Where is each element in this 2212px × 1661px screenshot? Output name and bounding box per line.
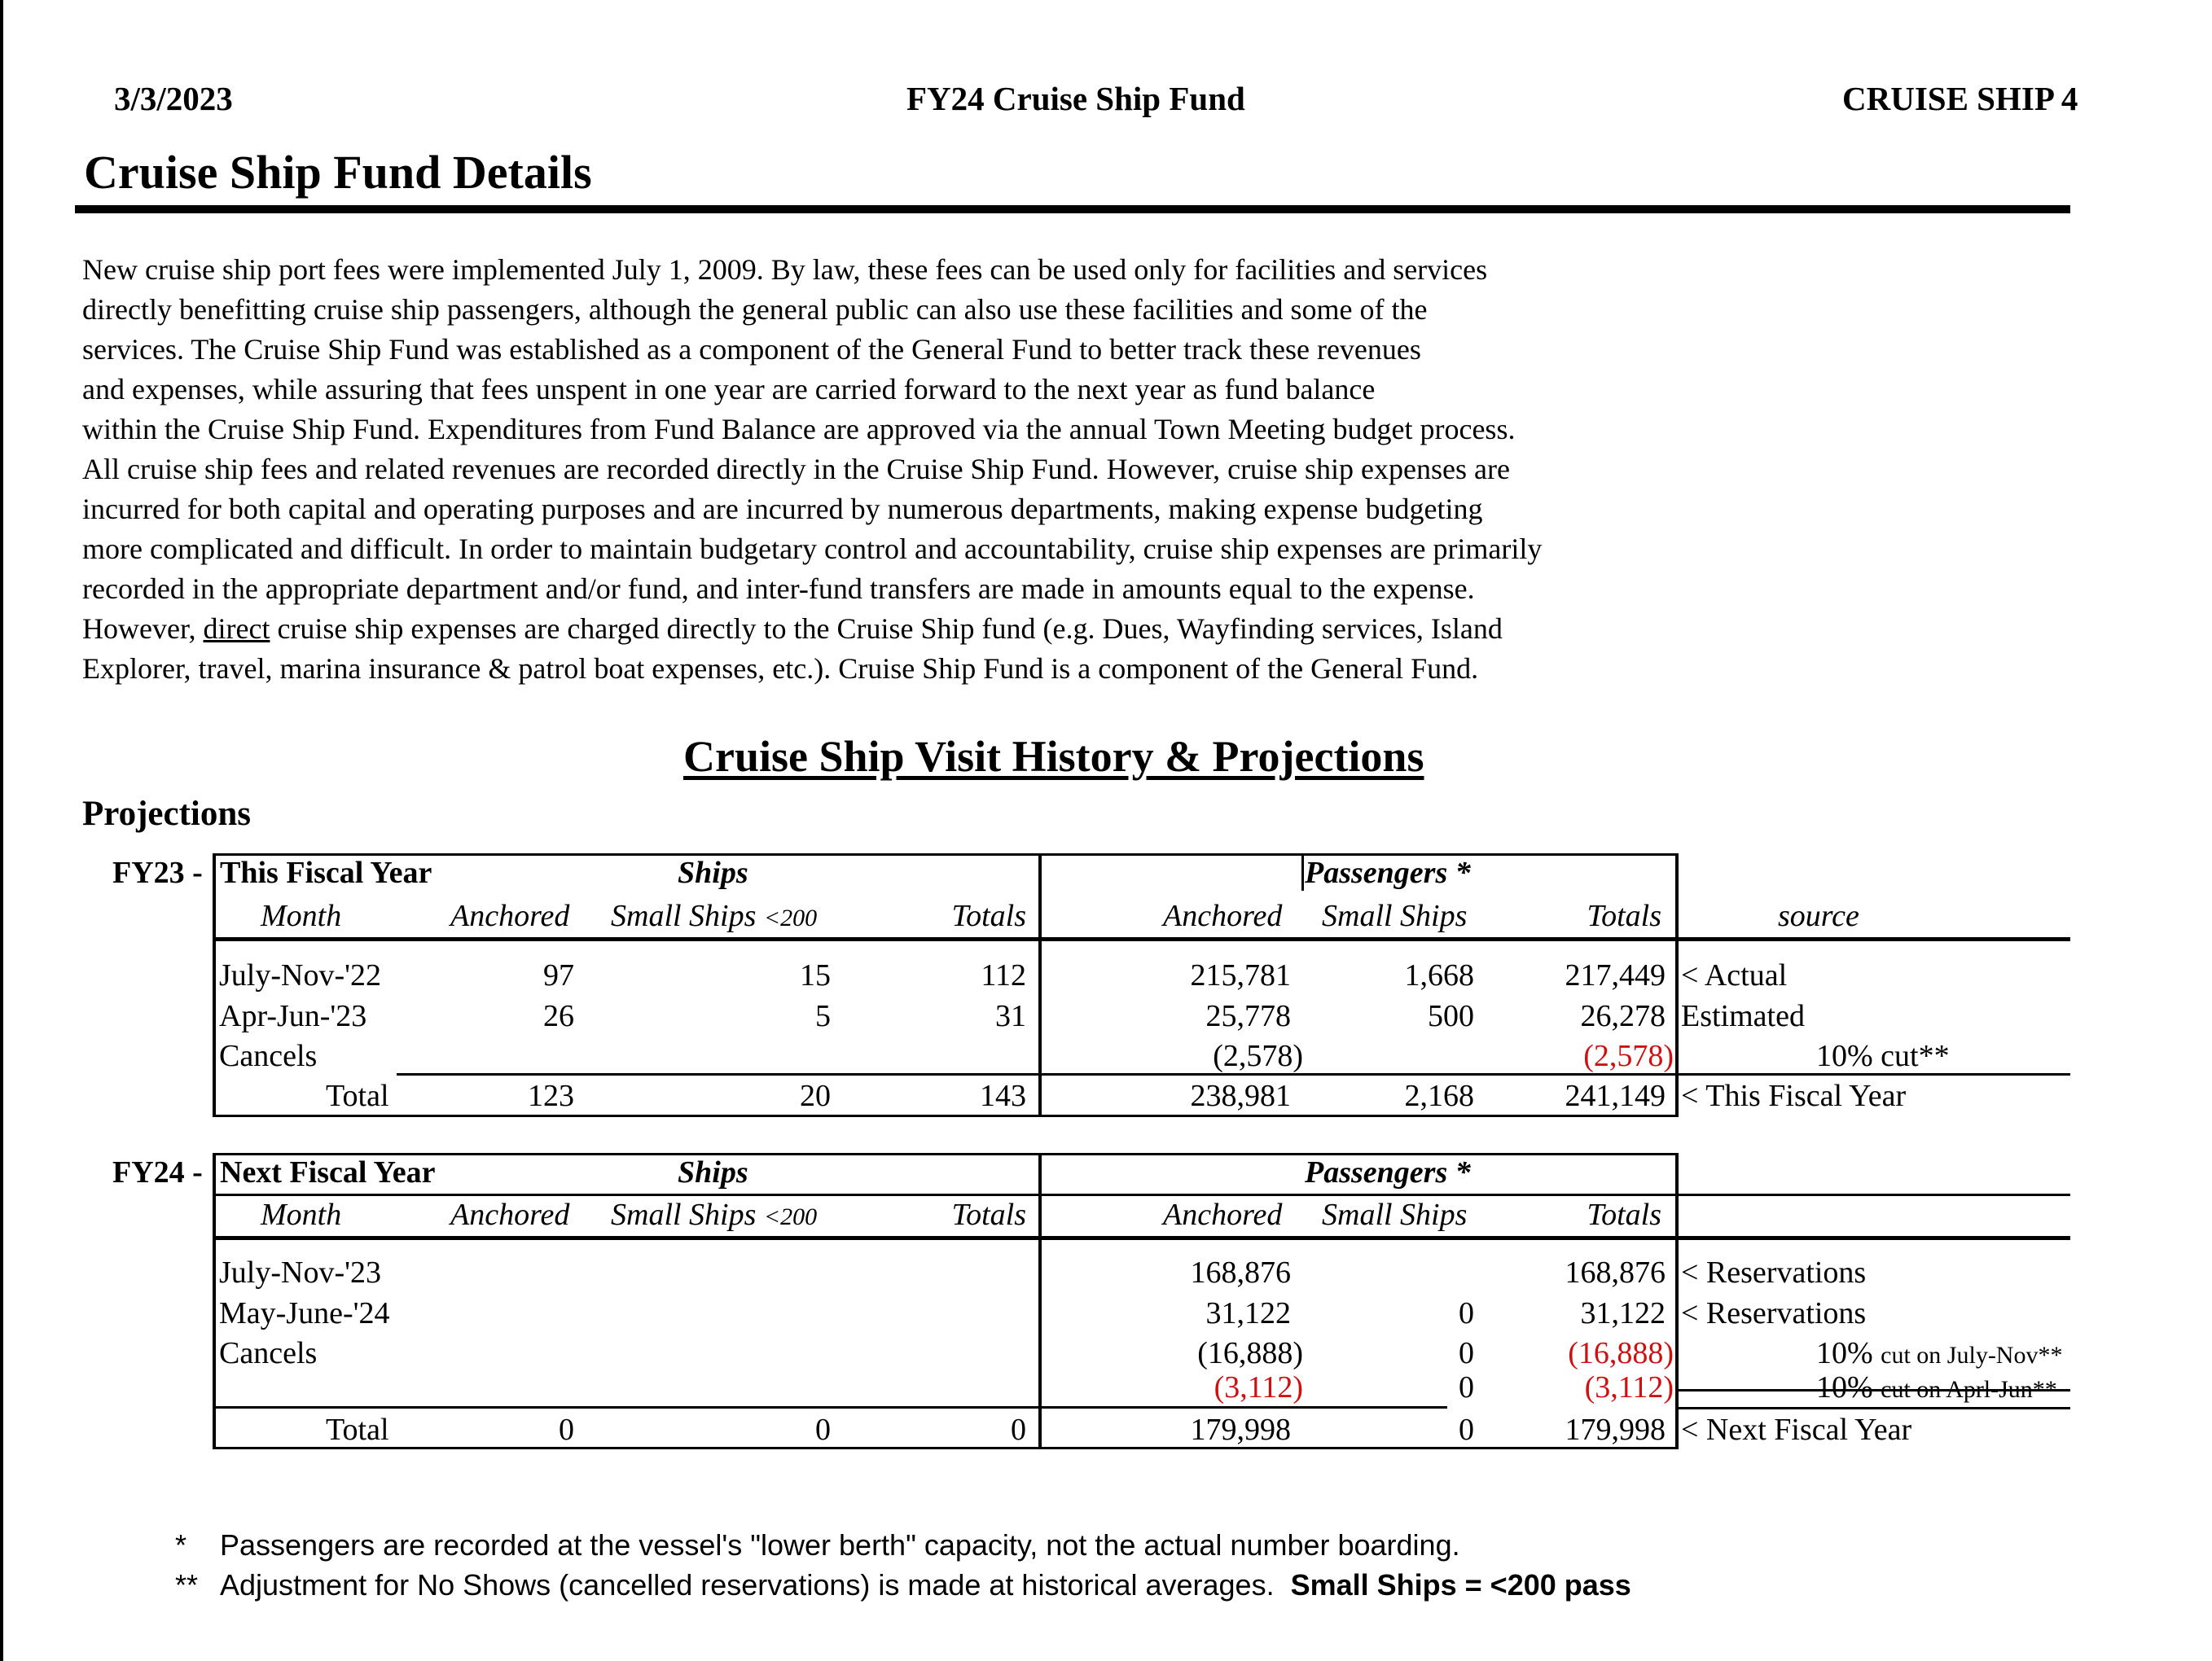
- underlined-word: direct: [203, 612, 270, 645]
- total-anchored: 0: [559, 1413, 574, 1447]
- col-month: Month: [261, 1198, 342, 1232]
- title-rule: [75, 205, 2070, 213]
- table-rule: [213, 1406, 1447, 1409]
- fy23-label: FY23 -: [112, 856, 203, 890]
- visit-history-title: Cruise Ship Visit History & Projections: [683, 732, 1424, 781]
- intro-line: All cruise ship fees and related revenues are recorded directly in the Cruise Ship Fund. However, cruise ship expenses are: [82, 453, 1510, 485]
- total-anchored: 123: [528, 1079, 574, 1113]
- col-p-small: Small Ships: [1322, 899, 1468, 933]
- table-border: [213, 937, 2070, 941]
- total-p-small: 0: [1459, 1413, 1474, 1447]
- row-anchored: 26: [543, 999, 574, 1033]
- page-label: CRUISE SHIP 4: [1842, 80, 2078, 117]
- intro-text: cruise ship expenses are charged directly to the Cruise Ship fund (e.g. Dues, Wayfinding services, Island: [270, 612, 1503, 645]
- row-p-small: 1,668: [1404, 958, 1474, 993]
- fy24-label: FY24 -: [112, 1155, 203, 1190]
- fy24-title: Next Fiscal Year: [220, 1155, 436, 1190]
- col-small-label: Small Ships: [611, 1198, 757, 1232]
- row-source: Estimated: [1681, 999, 1805, 1033]
- cut-percent: 10%: [1816, 1370, 1873, 1405]
- row-source-note: [1816, 1369, 2057, 1409]
- intro-text: However,: [82, 612, 204, 645]
- row-p-anchored: (3,112): [1214, 1370, 1303, 1405]
- row-p-anchored: (2,578): [1213, 1039, 1303, 1073]
- cut-percent: 10%: [1816, 1336, 1873, 1370]
- intro-line: Explorer, travel, marina insurance & patrol boat expenses, etc.). Cruise Ship Fund is a component of the General Fund.: [82, 652, 1479, 685]
- row-month: July-Nov-'23: [219, 1256, 381, 1290]
- ships-header: Ships: [678, 856, 748, 890]
- row-p-totals: (2,578): [1583, 1039, 1674, 1073]
- row-source: < Reservations: [1681, 1256, 1867, 1290]
- row-p-anchored: 31,122: [1205, 1296, 1291, 1330]
- total-p-small: 2,168: [1404, 1079, 1474, 1113]
- passengers-header: Passengers *: [1305, 1155, 1471, 1190]
- row-anchored: 97: [543, 958, 574, 993]
- intro-line: within the Cruise Ship Fund. Expenditures from Fund Balance are approved via the annual Town Meeting budget process.: [82, 413, 1516, 445]
- table-border: [213, 1153, 216, 1449]
- row-source: < Actual: [1681, 958, 1788, 993]
- table-border: [213, 1236, 2070, 1240]
- cut-percent: 10%: [1816, 1039, 1873, 1073]
- row-p-totals: (16,888): [1568, 1336, 1674, 1370]
- col-source: source: [1778, 899, 1859, 933]
- footnote-1: [175, 1528, 1460, 1562]
- row-p-small: 0: [1459, 1336, 1474, 1370]
- intro-line: directly benefitting cruise ship passengers, although the general public can also use these facilities and some of the: [82, 293, 1428, 326]
- footnote-text: Passengers are recorded at the vessel's "lower berth" capacity, not the actual number boarding.: [220, 1528, 1460, 1562]
- total-small: 0: [815, 1413, 831, 1447]
- row-source-note: [1816, 1037, 1950, 1075]
- table-border: [1675, 1153, 1679, 1449]
- row-p-anchored: 25,778: [1205, 999, 1291, 1033]
- table-border: [213, 853, 216, 1117]
- total-source: < This Fiscal Year: [1681, 1079, 1907, 1113]
- col-small-note: <200: [763, 905, 818, 931]
- row-p-anchored: 215,781: [1190, 958, 1291, 993]
- total-p-anchored: 179,998: [1190, 1413, 1291, 1447]
- intro-line: incurred for both capital and operating purposes and are incurred by numerous departments, making expense budgeting: [82, 493, 1483, 525]
- intro-line: more complicated and difficult. In order to maintain budgetary control and accountability, cruise ship expenses are primarily: [82, 532, 1543, 565]
- col-anchored: Anchored: [450, 899, 570, 933]
- col-anchored: Anchored: [450, 1198, 570, 1232]
- row-p-small: 500: [1428, 999, 1474, 1033]
- table-border: [213, 1115, 1678, 1117]
- total-small: 20: [800, 1079, 831, 1113]
- col-p-anchored: Anchored: [1163, 899, 1283, 933]
- table-border: [1038, 1153, 1042, 1449]
- total-totals: 143: [980, 1079, 1026, 1113]
- cut-note: cut on Aprl-Jun**: [1881, 1376, 2057, 1403]
- total-totals: 0: [1011, 1413, 1026, 1447]
- total-p-anchored: 238,981: [1190, 1079, 1291, 1113]
- row-p-totals: 31,122: [1580, 1296, 1666, 1330]
- col-small-ships: [611, 897, 817, 937]
- intro-line: services. The Cruise Ship Fund was established as a component of the General Fund to better track these revenues: [82, 333, 1421, 366]
- table-border: [1301, 853, 1304, 891]
- row-p-anchored: 168,876: [1190, 1256, 1291, 1290]
- row-totals: 31: [995, 999, 1026, 1033]
- row-p-totals: 168,876: [1565, 1256, 1666, 1290]
- footnote-text: Adjustment for No Shows (cancelled reservations) is made at historical averages.: [220, 1568, 1275, 1602]
- intro-line: and expenses, while assuring that fees unspent in one year are carried forward to the next year as fund balance: [82, 373, 1376, 405]
- table-border: [1675, 853, 1679, 1117]
- row-p-totals: 26,278: [1580, 999, 1666, 1033]
- left-edge-border: [0, 0, 3, 1661]
- col-totals: Totals: [951, 1198, 1026, 1232]
- row-p-small: 0: [1459, 1296, 1474, 1330]
- col-small-note: <200: [763, 1203, 818, 1230]
- fy23-title: This Fiscal Year: [220, 856, 432, 890]
- row-month: Cancels: [219, 1039, 318, 1073]
- footnote-2: [175, 1568, 1631, 1602]
- row-source: < Reservations: [1681, 1296, 1867, 1330]
- col-small-ships: [611, 1196, 817, 1236]
- row-month: July-Nov-'22: [219, 958, 381, 993]
- footnote-bold-text: Small Ships = <200 pass: [1290, 1568, 1631, 1602]
- col-p-totals: Totals: [1587, 899, 1661, 933]
- row-p-totals: (3,112): [1584, 1370, 1674, 1405]
- col-month: Month: [261, 899, 342, 933]
- row-p-anchored: (16,888): [1197, 1336, 1303, 1370]
- intro-paragraph: [82, 250, 1874, 689]
- table-rule: [397, 1073, 1040, 1076]
- col-p-small: Small Ships: [1322, 1198, 1468, 1232]
- row-small: 5: [815, 999, 831, 1033]
- passengers-header: Passengers *: [1305, 856, 1471, 890]
- intro-line: New cruise ship port fees were implemented July 1, 2009. By law, these fees can be used only for facilities and services: [82, 253, 1488, 286]
- col-p-totals: Totals: [1587, 1198, 1661, 1232]
- ships-header: Ships: [678, 1155, 748, 1190]
- footnote-mark: *: [175, 1528, 187, 1562]
- col-small-label: Small Ships: [611, 899, 757, 933]
- projections-label: Projections: [82, 795, 251, 833]
- row-p-small: 0: [1459, 1370, 1474, 1405]
- footnote-mark: **: [175, 1568, 199, 1602]
- row-totals: 112: [981, 958, 1026, 993]
- row-month: May-June-'24: [219, 1296, 390, 1330]
- row-p-totals: 217,449: [1565, 958, 1666, 993]
- report-title: FY24 Cruise Ship Fund: [906, 80, 1245, 117]
- total-p-totals: 179,998: [1565, 1413, 1666, 1447]
- row-month: Cancels: [219, 1336, 318, 1370]
- total-label: Total: [326, 1413, 389, 1447]
- cut-note: cut on July-Nov**: [1881, 1342, 2063, 1369]
- col-totals: Totals: [951, 899, 1026, 933]
- row-month: Apr-Jun-'23: [219, 999, 367, 1033]
- intro-line: [82, 609, 1874, 649]
- total-label: Total: [326, 1079, 389, 1113]
- cut-note: cut**: [1881, 1039, 1950, 1073]
- total-p-totals: 241,149: [1565, 1079, 1666, 1113]
- section-title: Cruise Ship Fund Details: [84, 146, 592, 199]
- total-source: < Next Fiscal Year: [1681, 1413, 1912, 1447]
- row-small: 15: [800, 958, 831, 993]
- table-border: [1038, 853, 1042, 1117]
- col-p-anchored: Anchored: [1163, 1198, 1283, 1232]
- report-date: 3/3/2023: [114, 80, 233, 117]
- intro-line: recorded in the appropriate department and/or fund, and inter-fund transfers are made in amounts equal to the expense.: [82, 572, 1475, 605]
